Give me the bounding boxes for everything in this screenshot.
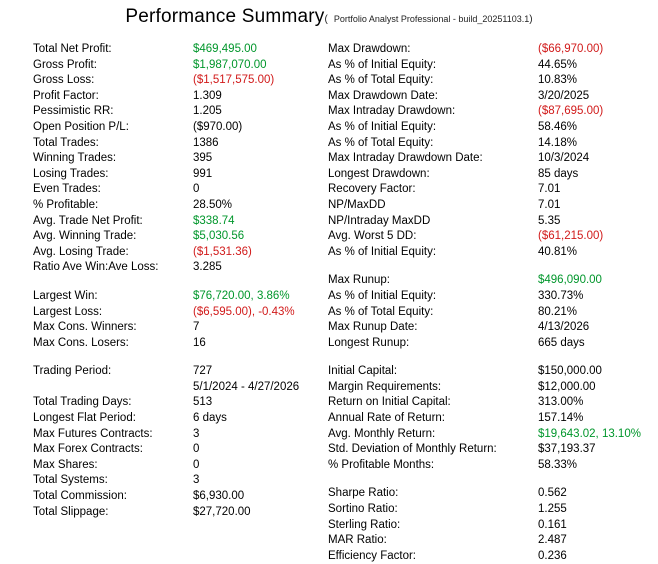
stat-value: 44.65% — [538, 58, 578, 71]
stat-row — [33, 182, 299, 198]
stat-label: % Profitable Months: — [328, 458, 435, 471]
stat-label: Ratio Ave Win:Ave Loss: — [33, 261, 159, 274]
stat-label: Trading Period: — [33, 365, 112, 378]
stat-value: 665 days — [538, 336, 585, 349]
stat-value: 1.309 — [193, 89, 222, 102]
stat-row — [33, 289, 299, 305]
stat-value: $27,720.00 — [193, 505, 251, 518]
stat-label: Largest Loss: — [33, 305, 103, 318]
stat-label: NP/MaxDD — [328, 198, 386, 211]
stat-value: 1.205 — [193, 105, 222, 118]
stat-label: Avg. Worst 5 DD: — [328, 230, 417, 243]
stat-row — [33, 245, 299, 261]
stat-value: 80.21% — [538, 305, 578, 318]
stat-row — [328, 320, 641, 336]
stat-value: 3.285 — [193, 261, 222, 274]
stat-value: ($1,531.36) — [193, 245, 252, 258]
stat-value: 40.81% — [538, 245, 578, 258]
stat-row — [328, 151, 641, 167]
left-stats-column — [33, 42, 318, 520]
stat-value: $496,090.00 — [538, 274, 602, 287]
stat-label: Longest Drawdown: — [328, 167, 430, 180]
stat-label: Sharpe Ratio: — [328, 487, 399, 500]
stat-row — [33, 395, 299, 411]
spacer-cell — [33, 276, 299, 289]
stat-value: 395 — [193, 152, 213, 165]
stat-label: Max Runup Date: — [328, 321, 418, 334]
stat-value: $1,987,070.00 — [193, 58, 267, 71]
stat-value: ($87,695.00) — [538, 105, 604, 118]
stat-row — [33, 136, 299, 152]
stat-row — [328, 533, 641, 549]
stat-row — [328, 120, 641, 136]
stat-label: Max Drawdown Date: — [328, 89, 438, 102]
stat-label: Max Intraday Drawdown Date: — [328, 152, 483, 165]
stat-value: 10.83% — [538, 74, 578, 87]
stat-value: 4/13/2026 — [538, 321, 590, 334]
stat-label: Open Position P/L: — [33, 120, 129, 133]
stat-label: As % of Total Equity: — [328, 305, 434, 318]
stat-row — [328, 214, 641, 230]
stat-spacer — [328, 351, 641, 364]
stat-value: $5,030.56 — [193, 230, 245, 243]
stat-value: 727 — [193, 365, 213, 378]
stat-label: Total Systems: — [33, 474, 108, 487]
stat-value: 3 — [193, 427, 200, 440]
stat-row — [328, 336, 641, 352]
stat-row — [328, 229, 641, 245]
stat-row — [328, 486, 641, 502]
stat-row — [328, 380, 641, 396]
right-stats-column — [328, 42, 648, 564]
stat-row — [33, 229, 299, 245]
stat-row — [328, 427, 641, 443]
stat-value: $12,000.00 — [538, 380, 596, 393]
stat-label: As % of Total Equity: — [328, 136, 434, 149]
stat-label: Gross Profit: — [33, 58, 97, 71]
stat-label: As % of Initial Equity: — [328, 120, 437, 133]
stat-row — [328, 136, 641, 152]
stat-value: $469,495.00 — [193, 43, 257, 55]
stat-value: 513 — [193, 396, 213, 409]
stat-label: Total Slippage: — [33, 505, 109, 518]
stat-value: 3/20/2025 — [538, 89, 590, 102]
stat-value: 85 days — [538, 167, 579, 180]
stat-row — [328, 442, 641, 458]
stat-row — [328, 458, 641, 474]
stat-label: Pessimistic RR: — [33, 105, 114, 118]
spacer-cell — [328, 260, 641, 273]
stat-row — [33, 442, 299, 458]
stat-label: Recovery Factor: — [328, 183, 416, 196]
stat-spacer — [33, 276, 299, 289]
stat-value: 0.161 — [538, 518, 567, 531]
stat-label: Avg. Winning Trade: — [33, 230, 137, 243]
stat-label: As % of Initial Equity: — [328, 245, 437, 258]
stat-row — [328, 518, 641, 534]
stat-value: 7.01 — [538, 198, 561, 211]
stat-value: 7 — [193, 321, 200, 334]
stat-label: Total Trading Days: — [33, 396, 132, 409]
stat-label: Avg. Losing Trade: — [33, 245, 129, 258]
stat-label: Initial Capital: — [328, 365, 398, 378]
stat-value: 0 — [193, 443, 200, 456]
report-build-subtitle: Portfolio Analyst Professional - build_20251103.1 — [333, 14, 530, 24]
stat-row — [33, 73, 299, 89]
stat-row — [33, 198, 299, 214]
stat-value: 991 — [193, 167, 213, 180]
stat-value: $76,720.00, 3.86% — [193, 289, 290, 302]
stat-row — [33, 489, 299, 505]
stat-row — [33, 473, 299, 489]
stat-row — [328, 73, 641, 89]
stat-value: 313.00% — [538, 396, 584, 409]
stat-row — [328, 411, 641, 427]
stat-label: Avg. Monthly Return: — [328, 427, 436, 440]
stat-row — [33, 380, 299, 396]
stat-value: 157.14% — [538, 412, 584, 425]
report-header — [0, 6, 658, 28]
stat-value: 2.487 — [538, 534, 567, 547]
stat-label: Longest Flat Period: — [33, 412, 136, 425]
stat-label: Even Trades: — [33, 183, 101, 196]
stat-row — [328, 167, 641, 183]
stat-label: Avg. Trade Net Profit: — [33, 214, 143, 227]
stat-value: 58.33% — [538, 458, 578, 471]
stat-value: 14.18% — [538, 136, 578, 149]
stat-row — [33, 151, 299, 167]
stat-value: ($6,595.00), -0.43% — [193, 305, 295, 318]
stat-spacer — [328, 473, 641, 486]
stat-value: $150,000.00 — [538, 365, 602, 378]
stat-value: 0 — [193, 183, 200, 196]
stat-row — [328, 58, 641, 74]
stat-row — [33, 320, 299, 336]
stat-value: 5/1/2024 - 4/27/2026 — [193, 380, 300, 393]
stat-label: Sterling Ratio: — [328, 518, 401, 531]
stat-label: Max Forex Contracts: — [33, 443, 143, 456]
stat-label: Max Cons. Losers: — [33, 336, 129, 349]
stat-row — [328, 395, 641, 411]
stat-value: 1386 — [193, 136, 219, 149]
stat-value: 28.50% — [193, 198, 233, 211]
stat-value: ($970.00) — [193, 120, 243, 133]
spacer-cell — [33, 351, 299, 364]
stat-value: ($61,215.00) — [538, 230, 604, 243]
stat-label: Sortino Ratio: — [328, 503, 398, 516]
stat-label: Annual Rate of Return: — [328, 412, 445, 425]
stat-value: $19,643.02, 13.10% — [538, 427, 641, 440]
stat-value: 10/3/2024 — [538, 152, 590, 165]
stat-label: Profit Factor: — [33, 89, 99, 102]
stat-row — [33, 89, 299, 105]
stat-label: NP/Intraday MaxDD — [328, 214, 431, 227]
stat-row — [328, 89, 641, 105]
stat-row — [328, 364, 641, 380]
stat-value: $338.74 — [193, 214, 235, 227]
stat-row — [328, 549, 641, 564]
stat-label: Margin Requirements: — [328, 380, 442, 393]
stat-value: 0.236 — [538, 549, 567, 562]
stat-value: $6,930.00 — [193, 490, 245, 503]
stat-label: Max Shares: — [33, 458, 98, 471]
stat-value: 7.01 — [538, 183, 561, 196]
stat-label: Losing Trades: — [33, 167, 109, 180]
stat-label: MAR Ratio: — [328, 534, 387, 547]
stat-row — [328, 502, 641, 518]
stat-label: Max Cons. Winners: — [33, 321, 137, 334]
stat-value: ($1,517,575.00) — [193, 74, 275, 87]
stat-row — [33, 58, 299, 74]
stat-value: 1.255 — [538, 503, 567, 516]
stat-label: Longest Runup: — [328, 336, 410, 349]
stat-row — [328, 273, 641, 289]
stat-row — [33, 104, 299, 120]
stat-label: Winning Trades: — [33, 152, 117, 165]
stat-row — [33, 42, 299, 58]
stat-label: Max Runup: — [328, 274, 391, 287]
stat-row — [33, 458, 299, 474]
stat-value: 58.46% — [538, 120, 578, 133]
stat-label: As % of Initial Equity: — [328, 58, 437, 71]
stat-row — [33, 336, 299, 352]
stat-label: Efficiency Factor: — [328, 549, 416, 562]
stat-value: 0.562 — [538, 487, 567, 500]
subtitle-close-paren: ) — [529, 14, 533, 25]
stat-row — [33, 505, 299, 521]
stat-row — [33, 364, 299, 380]
stat-label: Return on Initial Capital: — [328, 396, 451, 409]
stat-row — [33, 411, 299, 427]
spacer-cell — [328, 473, 641, 486]
stat-label: Total Net Profit: — [33, 43, 112, 55]
stat-label: Max Drawdown: — [328, 43, 411, 55]
stat-label: As % of Total Equity: — [328, 74, 434, 87]
stat-value: 0 — [193, 458, 200, 471]
stat-row — [328, 42, 641, 58]
stat-row — [33, 167, 299, 183]
stat-label: Gross Loss: — [33, 74, 95, 87]
spacer-cell — [328, 351, 641, 364]
stat-row — [33, 305, 299, 321]
stat-spacer — [328, 260, 641, 273]
stat-label — [33, 380, 193, 396]
stat-row — [328, 305, 641, 321]
stat-value: 6 days — [193, 412, 227, 425]
stat-value: 16 — [193, 336, 206, 349]
stat-label: Std. Deviation of Monthly Return: — [328, 443, 497, 456]
stat-label: % Profitable: — [33, 198, 99, 211]
stat-row — [33, 120, 299, 136]
stat-row — [33, 214, 299, 230]
stat-value: $37,193.37 — [538, 443, 596, 456]
stat-value: 330.73% — [538, 289, 584, 302]
stat-row — [328, 198, 641, 214]
stat-value: 3 — [193, 474, 200, 487]
stat-row — [33, 260, 299, 276]
stat-row — [328, 182, 641, 198]
subtitle-open-paren: ( — [324, 14, 328, 25]
page-title: Performance Summary — [125, 6, 325, 27]
stat-row — [33, 427, 299, 443]
stat-value: ($66,970.00) — [538, 43, 604, 55]
stat-value: 5.35 — [538, 214, 561, 227]
stat-label: Max Futures Contracts: — [33, 427, 153, 440]
stat-label: Largest Win: — [33, 289, 98, 302]
stat-label: Max Intraday Drawdown: — [328, 105, 456, 118]
stat-row — [328, 245, 641, 261]
left-stats-table — [33, 42, 299, 520]
stat-label: Total Trades: — [33, 136, 99, 149]
right-stats-table — [328, 42, 641, 564]
stat-row — [328, 104, 641, 120]
stat-row — [328, 289, 641, 305]
stat-label: As % of Initial Equity: — [328, 289, 437, 302]
stat-spacer — [33, 351, 299, 364]
stat-label: Total Commission: — [33, 490, 127, 503]
